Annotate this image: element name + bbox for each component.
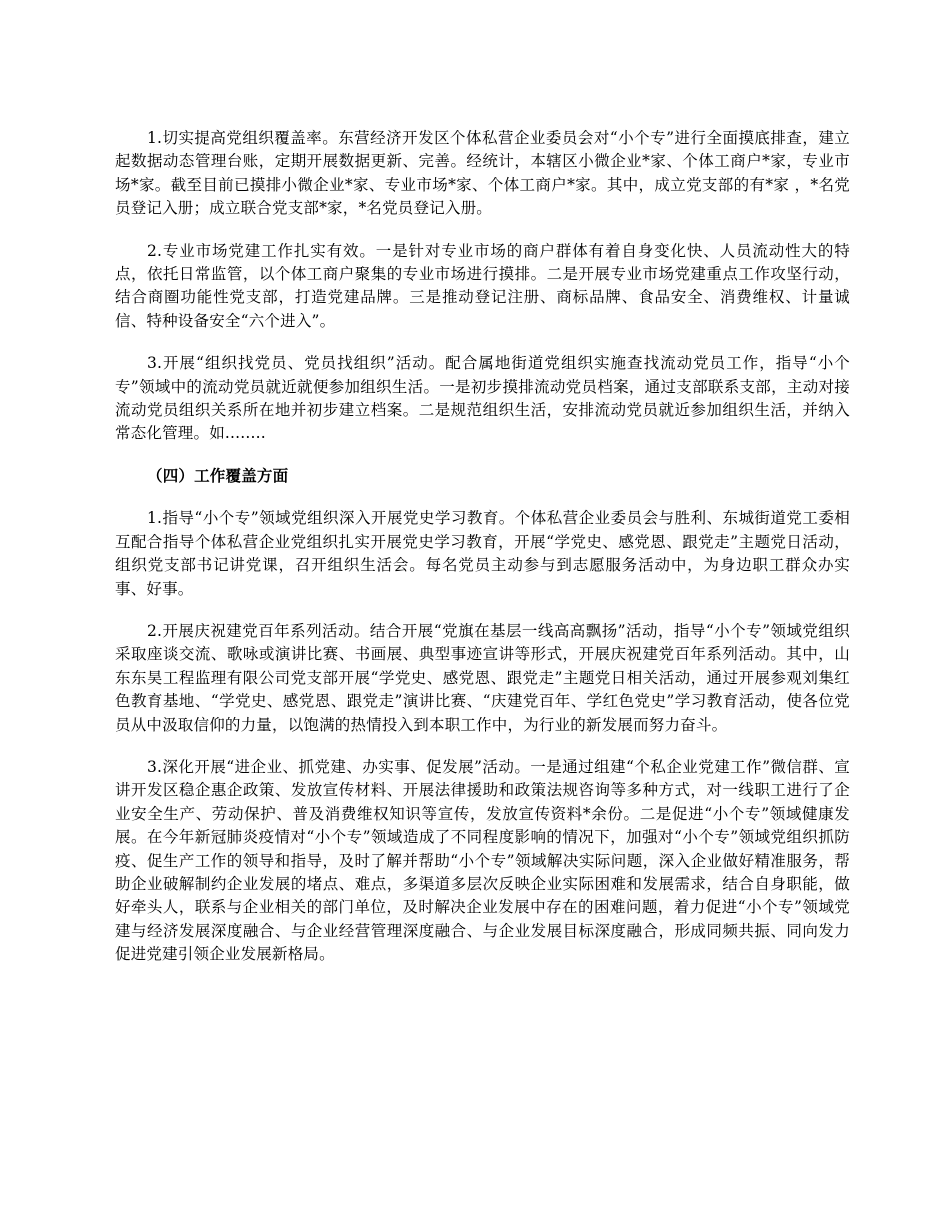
document-page [115,127,850,986]
paragraph-party-history-education: 1.指导“小个专”领域党组织深入开展党史学习教育。个体私营企业委员会与胜利、东城街道党工委相互配合指导个体私营企业党组织扎实开展党史学习教育，开展“学党史、感党恩、跟党走”主题党日活动，组织党支部书记讲党课，召开组织生活会。每名党员主动参与到志愿服务活动中，为身边职工群众办实事、好事。 [115,509,850,598]
paragraph-coverage-rate: 1.切实提高党组织覆盖率。东营经济开发区个体私营企业委员会对“小个专”进行全面摸底排查，建立起数据动态管理台账，定期开展数据更新、完善。经统计，本辖区小微企业*家、个体工商户*家，专业市场*家。截至目前已摸排小微企业*家、专业市场*家、个体工商户*家。其中，成立党支部的有*家 ，*名党员登记入册；成立联合党支部*家，*名党员登记入册。 [115,129,850,218]
paragraph-enterprise-activities: 3.深化开展“进企业、抓党建、办实事、促发展”活动。一是通过组建“个私企业党建工作”微信群、宣讲开发区稳企惠企政策、发放宣传材料、开展法律援助和政策法规咨询等多种方式，对一线职工进行了企业安全生产、劳动保护、普及消费维权知识等宣传，发放宣传资料*余份。二是促进“小个专”领域健康发展。在今年新冠肺炎疫情对“小个专”领域造成了不同程度影响的情况下，加强对“小个专”领域党组织抓防疫、促生产工作的领导和指导，及时了解并帮助“小个专”领域解决实际问题，深入企业做好精准服务，帮助企业破解制约企业发展的堵点、难点，多渠道多层次反映企业实际困难和发展需求，结合自身职能，做好牵头人，联系与企业相关的部门单位，及时解决企业发展中存在的困难问题，着力促进“小个专”领域党建与经济发展深度融合、与企业经营管理深度融合、与企业发展目标深度融合，形成同频共振、同向发力促进党建引领企业发展新格局。 [115,757,850,964]
paragraph-market-party-building: 2.专业市场党建工作扎实有效。一是针对专业市场的商户群体有着自身变化快、人员流动性大的特点，依托日常监管，以个体工商户聚集的专业市场进行摸排。二是开展专业市场党建重点工作攻坚行动，结合商圈功能性党支部，打造党建品牌。三是推动登记注册、商标品牌、食品安全、消费维权、计量诚信、特种设备安全“六个进入”。 [115,241,850,330]
paragraph-find-members: 3.开展“组织找党员、党员找组织”活动。配合属地街道党组织实施查找流动党员工作，指导“小个专”领域中的流动党员就近就便参加组织生活。一是初步摸排流动党员档案，通过支部联系支部，主动对接流动党员组织关系所在地并初步建立档案。二是规范组织生活，安排流动党员就近参加组织生活，并纳入常态化管理。如........ [115,354,850,443]
paragraph-centenary-activities: 2.开展庆祝建党百年系列活动。结合开展“党旗在基层一线高高飘扬”活动，指导“小个专”领域党组织采取座谈交流、歌咏或演讲比赛、书画展、典型事迹宣讲等形式，开展庆祝建党百年系列活动。其中，山东东昊工程监理有限公司党支部开展“学党史、感党恩、跟党走”主题党日相关活动，通过开展参观刘集红色教育基地、“学党史、感党恩、跟党走”演讲比赛、“庆建党百年、学红色党史”学习教育活动，使各位党员从中汲取信仰的力量，以饱满的热情投入到本职工作中，为行业的新发展而努力奋斗。 [115,621,850,734]
section-heading: （四）工作覆盖方面 [147,466,289,485]
